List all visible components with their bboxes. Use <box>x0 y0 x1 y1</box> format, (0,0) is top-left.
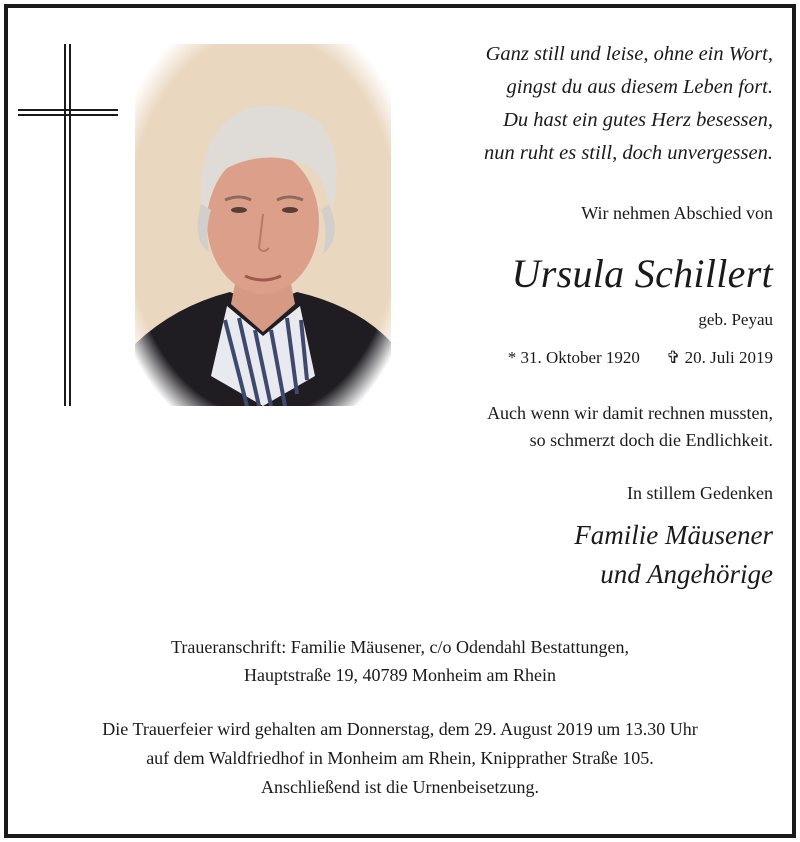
deceased-name: Ursula Schillert <box>511 251 773 296</box>
address-line: Hauptstraße 19, 40789 Monheim am Rhein <box>244 665 556 685</box>
urn-burial-note: Anschließend ist die Urnenbeisetzung. <box>261 777 539 797</box>
family-relatives: und Angehörige <box>600 559 773 589</box>
ceremony-line: Die Trauerfeier wird gehalten am Donnerstag, dem 29. August 2019 um 13.30 Uhr <box>102 719 698 739</box>
poem-line: Ganz still und leise, ohne ein Wort, <box>485 43 773 65</box>
farewell-lead: Wir nehmen Abschied von <box>581 203 773 223</box>
birth-date: * 31. Oktober 1920 <box>507 348 640 367</box>
latin-cross-icon <box>18 44 120 408</box>
mourning-address <box>0 633 800 689</box>
portrait-photo <box>135 44 391 406</box>
poem-line: nun ruht es still, doch unvergessen. <box>483 142 773 164</box>
ceremony-line: auf dem Waldfriedhof in Monheim am Rhein, Knipprather Straße 105. <box>146 748 654 768</box>
address-line: Traueranschrift: Familie Mäusener, c/o Odendahl Bestattungen, <box>171 637 629 657</box>
family-signature <box>574 516 773 594</box>
life-dates <box>508 348 773 368</box>
family-name: Familie Mäusener <box>574 520 773 550</box>
ceremony-info <box>0 715 800 773</box>
maiden-name: geb. Peyau <box>698 310 773 329</box>
poem-line: gingst du aus diesem Leben fort. <box>506 76 773 98</box>
poem-line: Du hast ein gutes Herz besessen, <box>503 109 773 131</box>
death-date: ✞ 20. Juli 2019 <box>666 348 773 367</box>
quote-line: so schmerzt doch die Endlichkeit. <box>529 430 773 450</box>
quote <box>487 400 773 454</box>
memory-line: In stillem Gedenken <box>627 483 773 503</box>
poem <box>484 38 773 170</box>
quote-line: Auch wenn wir damit rechnen mussten, <box>487 403 773 423</box>
